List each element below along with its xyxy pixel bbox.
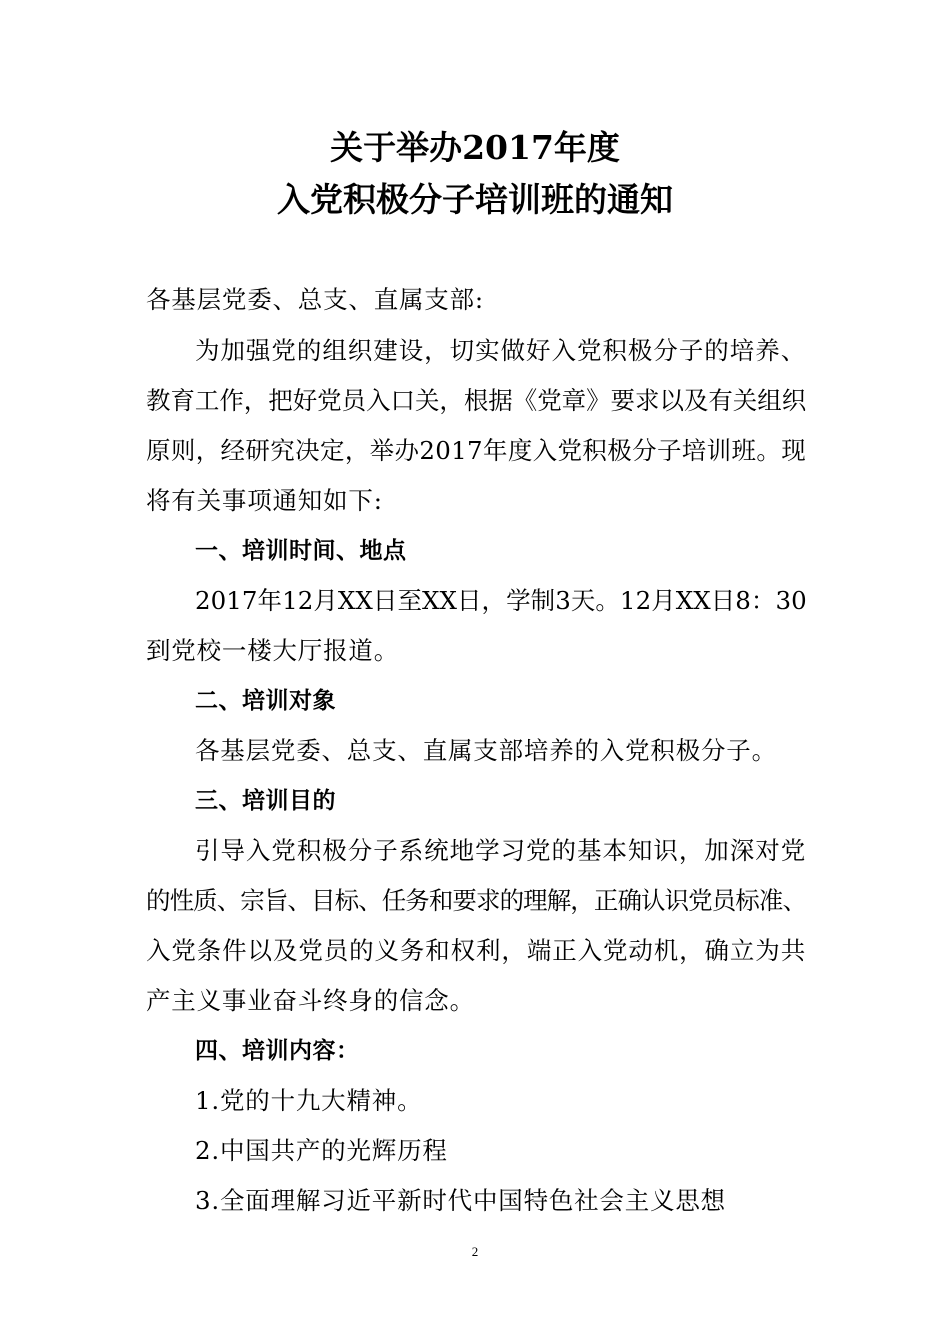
section-3-line-3: 入党条件以及党员的义务和权利，端正入党动机，确立为共 — [146, 936, 806, 965]
section-3-line-4: 产主义事业奋斗终身的信念。 — [146, 986, 475, 1015]
title-line-1: 关于举办2017年度 — [330, 128, 620, 167]
section-1-line-2: 到党校一楼大厅报道。 — [146, 636, 399, 665]
section-4-item-2: 2.中国共产的光辉历程 — [195, 1136, 448, 1165]
intro-line-2: 教育工作，把好党员入口关，根据《党章》要求以及有关组织 — [146, 386, 806, 415]
section-1-line-1: 2017年12月XX日至XX日，学制3天。12月XX日8：30 — [195, 586, 807, 615]
title-line-2: 入党积极分子培训班的通知 — [277, 180, 673, 219]
salutation: 各基层党委、总支、直属支部: — [146, 285, 484, 314]
intro-line-1: 为加强党的组织建设，切实做好入党积极分子的培养、 — [195, 336, 806, 365]
intro-line-3: 原则，经研究决定，举办2017年度入党积极分子培训班。现 — [146, 436, 806, 465]
section-2-heading: 二、培训对象 — [195, 688, 336, 714]
section-1-heading: 一、培训时间、地点 — [195, 538, 407, 564]
section-4-item-1: 1.党的十九大精神。 — [195, 1086, 423, 1115]
section-3-heading: 三、培训目的 — [195, 788, 336, 814]
page-number: 2 — [471, 1244, 479, 1259]
intro-line-4: 将有关事项通知如下: — [146, 486, 383, 515]
section-4-item-3: 3.全面理解习近平新时代中国特色社会主义思想 — [195, 1186, 726, 1215]
section-3-line-2: 的性质、宗旨、目标、任务和要求的理解，正确认识党员标准、 — [146, 886, 806, 915]
section-4-heading: 四、培训内容： — [195, 1038, 360, 1064]
section-3-line-1: 引导入党积极分子系统地学习党的基本知识，加深对党 — [195, 836, 806, 865]
section-2-line-1: 各基层党委、总支、直属支部培养的入党积极分子。 — [195, 736, 777, 765]
